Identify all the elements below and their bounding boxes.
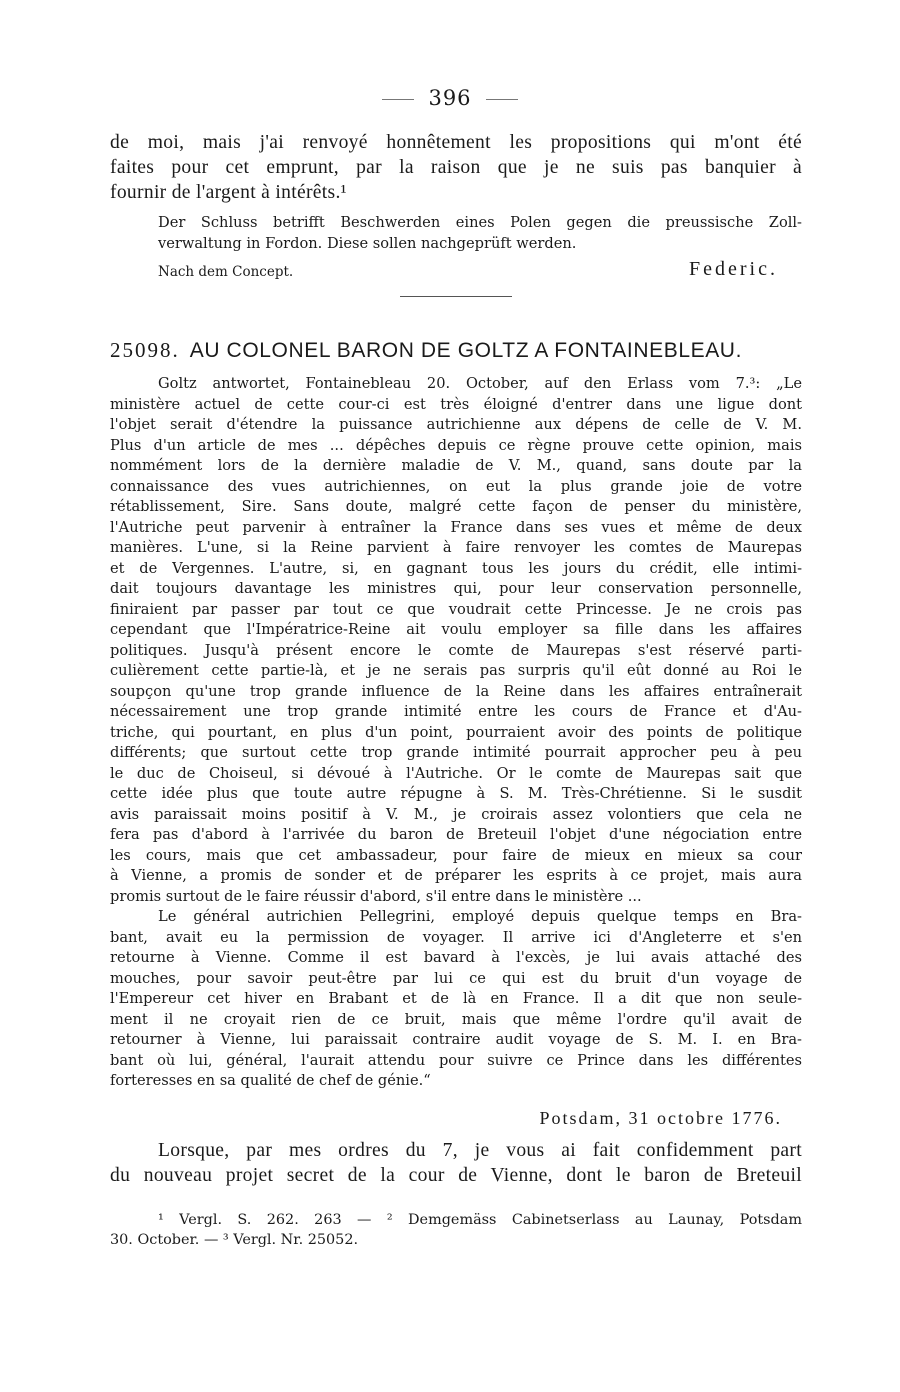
text-line: à Vienne, a promis de sonder et de préparer les esprits à ce projet, mais aura (110, 867, 802, 884)
text-line: fournir de l'argent à intérêts.¹ (110, 182, 347, 203)
text-line: bant, avait eu la permission de voyager. Il arrive ici d'Angleterre et s'en (110, 928, 802, 946)
text-line: le duc de Choiseul, si dévoué à l'Autriche. Or le comte de Maurepas sait que (110, 764, 802, 782)
text-line: Plus d'un article de mes ... dépêches depuis ce règne prouve cette opinion, mais (110, 436, 802, 454)
top-paragraph (110, 130, 802, 205)
text-line: soupçon qu'une trop grande influence de la Reine dans les affaires entraînerait (110, 682, 802, 700)
report-paragraph-1 (110, 374, 802, 907)
text-line: promis surtout de le faire réussir d'abord, s'il entre dans le ministère ... (110, 887, 642, 905)
text-line: Le général autrichien Pellegrini, employé depuis quelque temps en Bra- (158, 908, 802, 925)
footnote-line: 30. October. — ³ Vergl. Nr. 25052. (110, 1232, 359, 1248)
dateline: Potsdam, 31 octobre 1776. (539, 1108, 782, 1128)
text-line: connaissance des vues autrichiennes, on eut la plus grande joie de votre (110, 477, 802, 495)
text-line: mouches, pour savoir peut-être par lui ce qui est du bruit d'un voyage de (110, 969, 802, 987)
section-divider (400, 296, 512, 297)
text-line: culièrement cette partie-là, et je ne serais pas surpris qu'il eût donné au Roi le (110, 662, 802, 679)
page-number-left-dash (382, 99, 414, 100)
text-line: ministère actuel de cette cour-ci est très éloigné d'entrer dans une ligue dont (110, 395, 802, 413)
text-line: l'Empereur cet hiver en Brabant et de là en France. Il a dit que non seule- (110, 990, 802, 1007)
footnote-line: ¹ Vergl. S. 262. 263 — ² Demgemäss Cabinetserlass au Launay, Potsdam (158, 1212, 802, 1228)
text-line: cependant que l'Impératrice-Reine ait voulu employer sa fille dans les affaires (110, 621, 802, 638)
text-line: l'Autriche peut parvenir à entraîner la France dans ses vues et même de deux (110, 518, 802, 536)
text-line: l'objet serait d'étendre la puissance autrichienne aux dépens de celle de V. M. (110, 416, 802, 433)
text-line: manières. L'une, si la Reine parvient à faire renvoyer les comtes de Maurepas (110, 539, 802, 556)
text-line: triche, qui pourtant, en plus d'un point, pourraient avoir des points de politique (110, 723, 802, 741)
page-number (0, 86, 900, 110)
text-line: fera pas d'abord à l'arrivée du baron de Breteuil l'objet d'une négociation entre (110, 826, 802, 843)
text-line: Goltz antwortet, Fontainebleau 20. October, auf den Erlass vom 7.³: „Le (158, 375, 802, 392)
signature-name: Federic. (689, 258, 778, 280)
text-line: les cours, mais que cet ambassadeur, pour faire de mieux en mieux sa cour (110, 846, 802, 864)
text-line: finiraient par passer par tout ce que voudrait cette Princesse. Je ne crois pas (110, 600, 802, 618)
text-line: nécessairement une trop grande intimité entre les cours de France et d'Au- (110, 703, 802, 720)
text-line: bant où lui, général, l'aurait attendu pour suivre ce Prince dans les différentes (110, 1051, 802, 1069)
text-line: forteresses en sa qualité de chef de génie.“ (110, 1072, 431, 1089)
text-line: nommément lors de la dernière maladie de V. M., quand, sans doute par la (110, 457, 802, 474)
text-line: différents; que surtout cette trop grande intimité pourrait approcher peu à peu (110, 744, 802, 761)
text-line: retourner à Vienne, lui paraissait contraire audit voyage de S. M. I. en Bra- (110, 1031, 802, 1048)
text-line: Der Schluss betrifft Beschwerden eines Polen gegen die preussische Zoll- (158, 214, 802, 231)
text-line: avis paraissait moins positif à V. M., je croirais assez volontiers que cela ne (110, 805, 802, 823)
letter-heading (110, 338, 810, 363)
text-line: et de Vergennes. L'autre, si, en gagnant tous les jours du crédit, elle intimi- (110, 559, 802, 577)
letter-number: 25098. (110, 338, 180, 362)
source-note: Nach dem Concept. (158, 264, 294, 280)
footnotes (110, 1210, 802, 1250)
text-line: Lorsque, par mes ordres du 7, je vous ai fait confidemment part (158, 1140, 802, 1161)
note-paragraph (158, 213, 802, 254)
text-line: politiques. Jusqu'à présent encore le comte de Maurepas s'est réservé parti- (110, 641, 802, 659)
reply-paragraph (110, 1138, 802, 1188)
text-line: du nouveau projet secret de la cour de Vienne, dont le baron de Breteuil (110, 1165, 802, 1186)
text-line: verwaltung in Fordon. Diese sollen nachgeprüft werden. (158, 234, 577, 252)
page-number-right-dash (486, 99, 518, 100)
text-line: de moi, mais j'ai renvoyé honnêtement les propositions qui m'ont été (110, 132, 802, 153)
text-line: cette idée plus que toute autre répugne à S. M. Très-Chrétienne. Si le susdit (110, 785, 802, 802)
report-paragraph-2 (110, 907, 802, 1092)
text-line: rétablissement, Sire. Sans doute, malgré cette façon de penser du ministère, (110, 498, 802, 515)
text-line: faites pour cet emprunt, par la raison que je ne suis pas banquier à (110, 157, 802, 178)
text-line: dait toujours davantage les ministres qui, pour leur conservation personnelle, (110, 580, 802, 597)
text-line: retourne à Vienne. Comme il est bavard à l'excès, je lui avais attaché des (110, 949, 802, 966)
page-number-value: 396 (428, 86, 472, 110)
letter-title: AU COLONEL BARON DE GOLTZ A FONTAINEBLEAU. (189, 339, 743, 362)
text-line: ment il ne croyait rien de ce bruit, mais que même l'ordre qu'il avait de (110, 1010, 802, 1028)
